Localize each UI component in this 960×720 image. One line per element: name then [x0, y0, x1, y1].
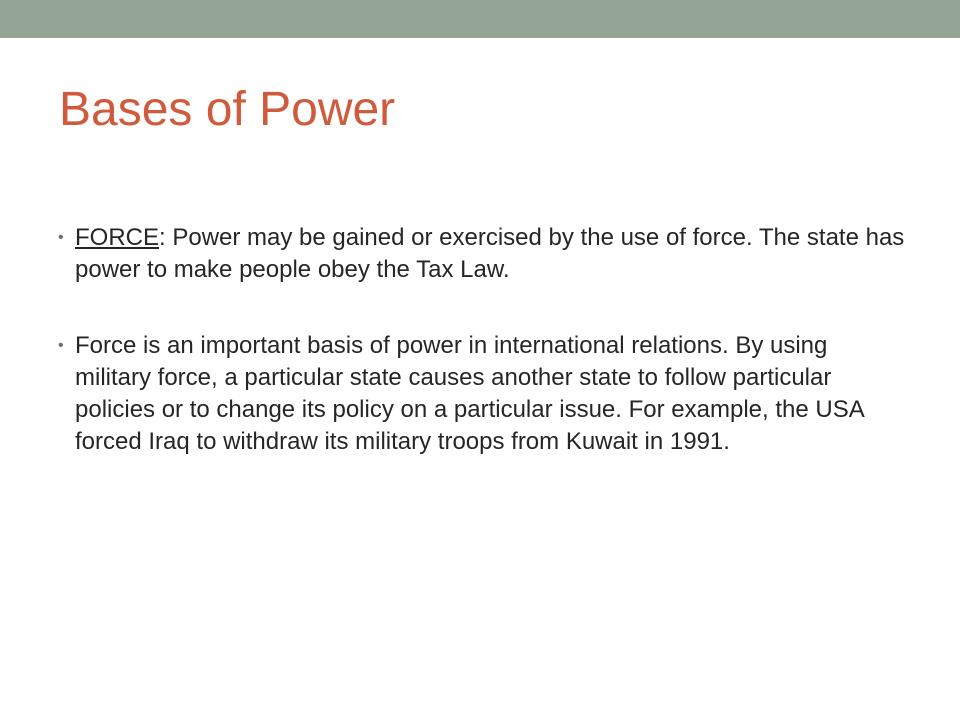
- bullet-item-force-definition: [58, 222, 908, 286]
- bullet-list: [58, 222, 908, 458]
- bullet-dot-icon: •: [58, 229, 64, 246]
- bullet-text: Force is an important basis of power in international relations. By using military force, a particular state causes another state to follow particular policies or to change its policy on a particular issue. For example, the USA forced Iraq to withdraw its military troops from Kuwait in 1991.: [75, 332, 864, 455]
- bullet-term-force: FORCE: [75, 224, 159, 251]
- bullet-dot-icon: •: [58, 337, 64, 354]
- top-accent-bar: [0, 0, 960, 38]
- bullet-text: : Power may be gained or exercised by the use of force. The state has power to make people obey the Tax Law.: [75, 224, 905, 283]
- slide-title: Bases of Power: [59, 83, 396, 136]
- bullet-item-force-international: [58, 330, 908, 458]
